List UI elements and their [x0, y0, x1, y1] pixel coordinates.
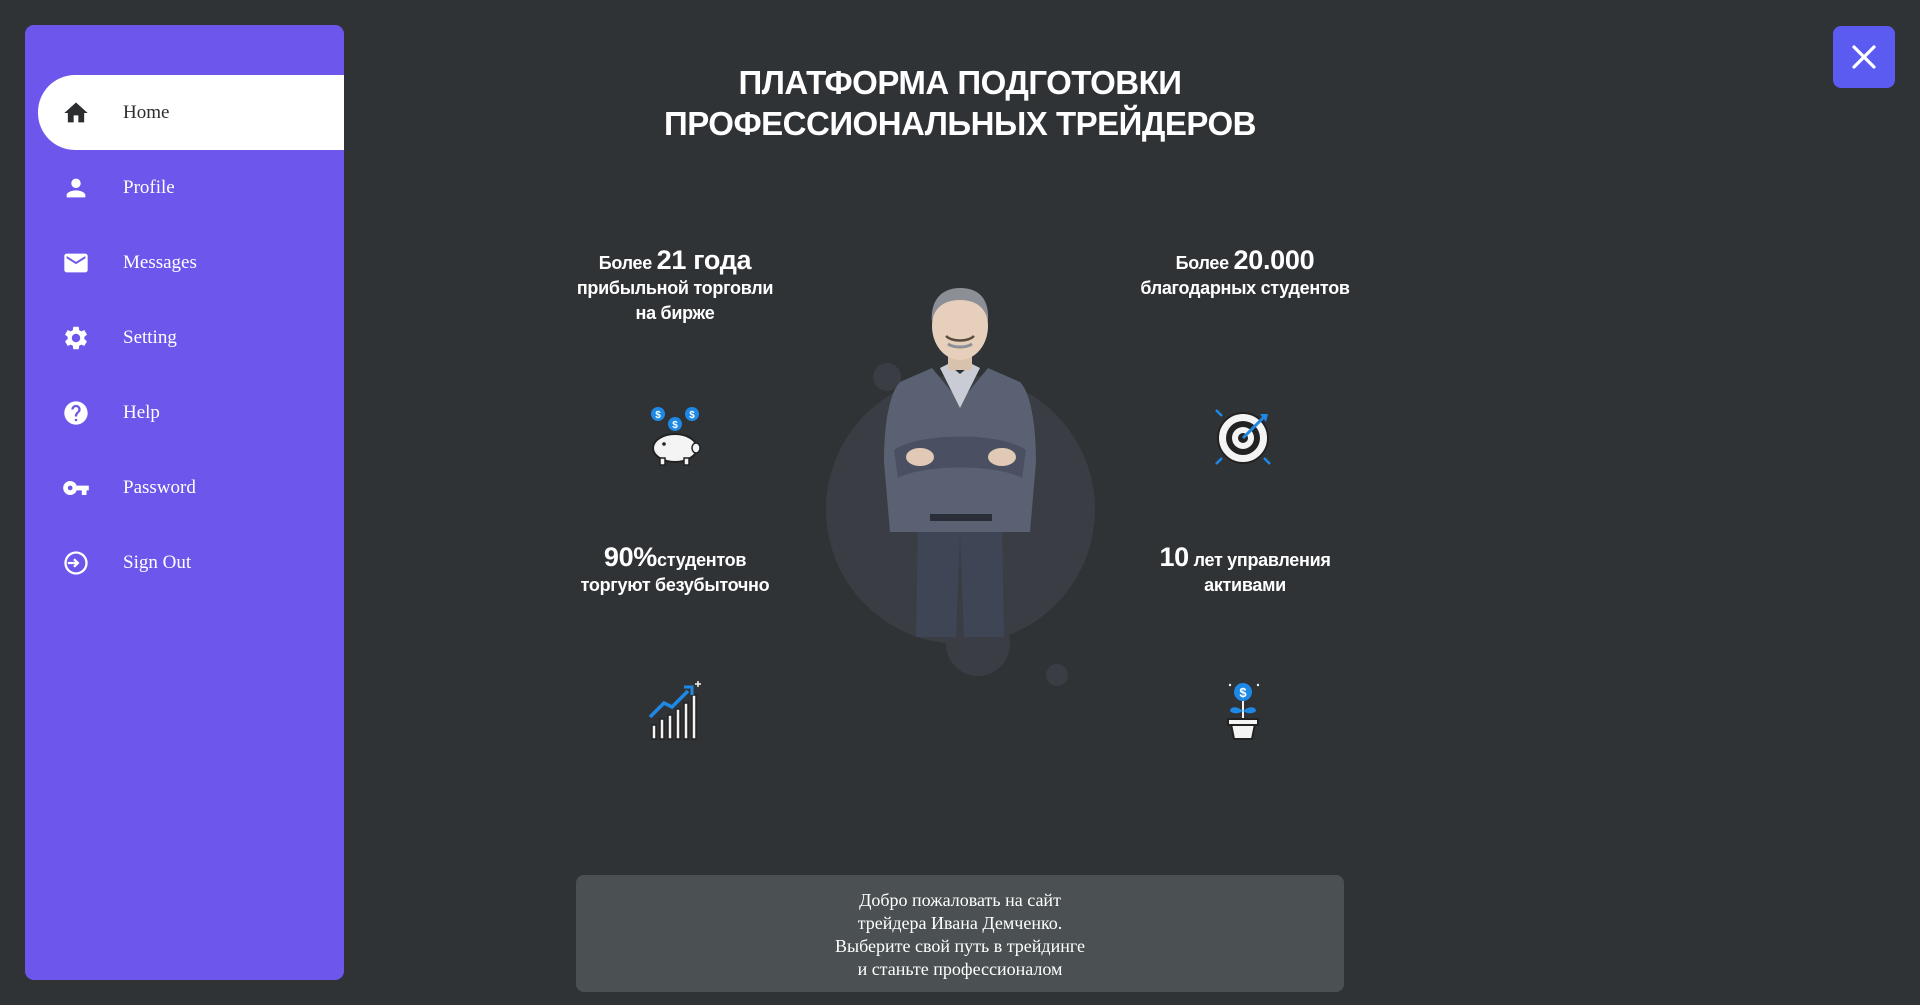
sidebar-item-label: Home	[123, 101, 170, 123]
stat-percent	[535, 542, 815, 598]
welcome-line-4: и станьте профессионалом	[857, 959, 1063, 979]
sidebar-item-label: Password	[123, 476, 196, 498]
stat-students	[1105, 245, 1385, 301]
stat-percent-suffix: студентов	[657, 550, 747, 570]
sidebar-item-label: Sign Out	[123, 551, 192, 573]
stat-years-value: 21 года	[656, 245, 752, 275]
gear-icon	[61, 323, 91, 353]
money-plant-icon	[1208, 675, 1278, 745]
stat-management-line2: активами	[1204, 575, 1286, 595]
stat-management	[1105, 542, 1385, 598]
trader-portrait	[860, 282, 1060, 644]
person-icon	[61, 173, 91, 203]
sidebar-item-help[interactable]	[38, 375, 344, 450]
sidebar-item-password[interactable]	[38, 450, 344, 525]
stat-students-prefix: Более	[1175, 253, 1234, 273]
home-icon	[61, 98, 91, 128]
sidebar-item-label: Setting	[123, 326, 177, 348]
help-icon	[61, 398, 91, 428]
target-icon	[1208, 402, 1278, 472]
sidebar-item-profile[interactable]	[38, 150, 344, 225]
sign-out-icon	[61, 548, 91, 578]
svg-text:$: $	[655, 410, 661, 421]
title-line-2: ПРОФЕССИОНАЛЬНЫХ ТРЕЙДЕРОВ	[664, 105, 1256, 142]
stat-percent-line2: торгуют безубыточно	[580, 575, 770, 595]
close-icon	[1849, 42, 1879, 72]
sidebar-item-setting[interactable]	[38, 300, 344, 375]
stat-management-suffix: лет управления	[1188, 550, 1331, 570]
sidebar-nav	[38, 75, 344, 600]
stat-years-line2: прибыльной торговли	[576, 278, 774, 298]
close-button[interactable]	[1833, 26, 1895, 88]
key-icon	[61, 473, 91, 503]
svg-text:$: $	[689, 410, 695, 421]
sidebar-item-messages[interactable]	[38, 225, 344, 300]
svg-text:$: $	[672, 420, 678, 431]
stat-percent-value: 90%	[603, 542, 658, 572]
stat-years-line3: на бирже	[635, 303, 715, 323]
sidebar-item-label: Messages	[123, 251, 197, 273]
welcome-box	[576, 875, 1344, 992]
sidebar-item-home[interactable]	[38, 75, 344, 150]
growth-chart-icon	[640, 675, 710, 745]
stat-students-line2: благодарных студентов	[1140, 278, 1350, 298]
stat-years	[535, 245, 815, 326]
title-line-1: ПЛАТФОРМА ПОДГОТОВКИ	[738, 64, 1182, 101]
welcome-line-2: трейдера Ивана Демченко.	[857, 913, 1063, 933]
sidebar	[25, 25, 344, 980]
stat-students-value: 20.000	[1233, 245, 1315, 275]
mail-icon	[61, 248, 91, 278]
welcome-line-1: Добро пожаловать на сайт	[859, 890, 1061, 910]
piggy-bank-icon	[640, 402, 710, 472]
decor-dot	[1046, 664, 1068, 686]
page-title	[560, 62, 1360, 144]
svg-text:$: $	[1239, 685, 1247, 700]
stat-management-value: 10	[1159, 542, 1189, 572]
stat-years-prefix: Более	[598, 253, 657, 273]
welcome-line-3: Выберите свой путь в трейдинге	[835, 936, 1085, 956]
sidebar-item-sign-out[interactable]	[38, 525, 344, 600]
sidebar-item-label: Profile	[123, 176, 175, 198]
sidebar-item-label: Help	[123, 401, 160, 423]
